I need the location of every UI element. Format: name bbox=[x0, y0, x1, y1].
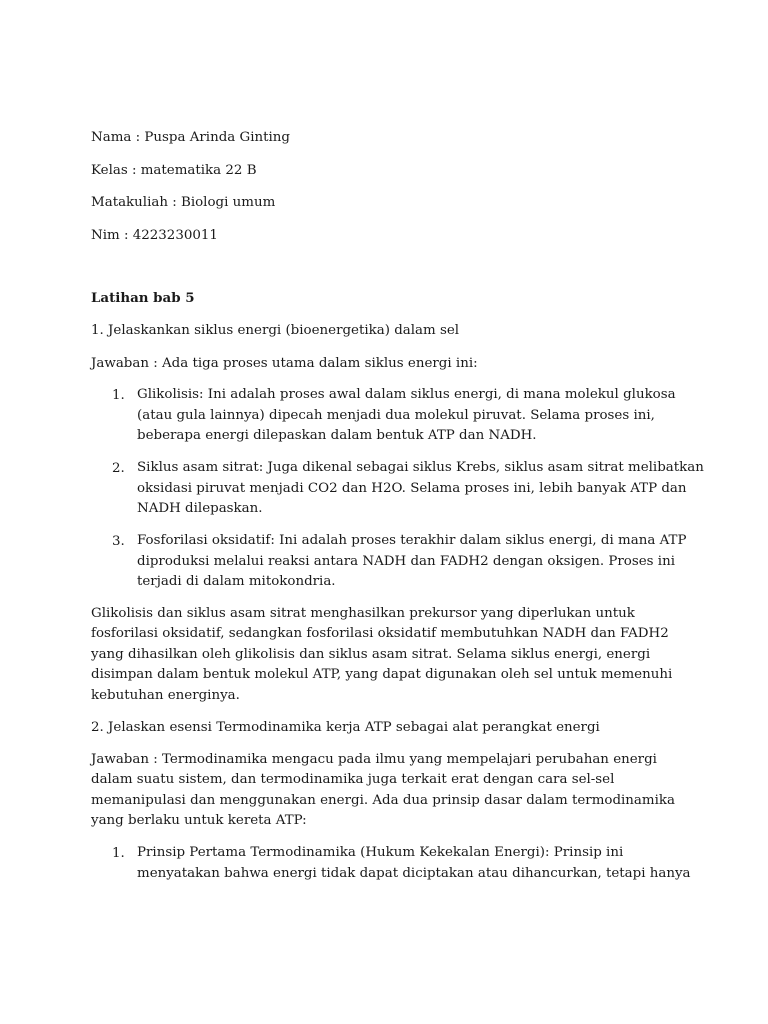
list-item bbox=[137, 458, 704, 520]
course-line: Matakuliah : Biologi umum bbox=[91, 195, 276, 210]
paragraph-line: dalam suatu sistem, dan termodinamika juga terkait erat dengan cara sel-sel bbox=[91, 772, 615, 788]
list-item-line: oksidasi piruvat menjadi CO2 dan H2O. Selama proses ini, lebih banyak ATP dan bbox=[137, 480, 687, 496]
class-line: Kelas : matematika 22 B bbox=[91, 163, 257, 178]
list-item-line: Prinsip Pertama Termodinamika (Hukum Kekekalan Energi): Prinsip ini bbox=[137, 845, 624, 860]
list-item-number: 1. bbox=[112, 388, 125, 403]
paragraph-line: yang dihasilkan oleh glikolisis dan siklus asam sitrat. Selama siklus energi, energi bbox=[91, 646, 651, 662]
list-item-line: Glikolisis: Ini adalah proses awal dalam siklus energi, di mana molekul glukosa bbox=[137, 387, 676, 402]
list-item-line: NADH dilepaskan. bbox=[137, 501, 263, 517]
question-1: 1. Jelaskankan siklus energi (bioenergetika) dalam sel bbox=[91, 323, 460, 338]
list-item-line: menyatakan bahwa energi tidak dapat diciptakan atau dihancurkan, tetapi hanya bbox=[137, 865, 691, 881]
summary-paragraph bbox=[91, 604, 691, 706]
list-item-line: beberapa energi dilepaskan dalam bentuk ATP dan NADH. bbox=[137, 428, 537, 444]
list-item bbox=[137, 843, 697, 884]
paragraph-line: kebutuhan energinya. bbox=[91, 687, 240, 703]
list-item-line: terjadi di dalam mitokondria. bbox=[137, 574, 336, 590]
name-line: Nama : Puspa Arinda Ginting bbox=[91, 130, 290, 145]
list-item bbox=[137, 531, 697, 593]
list-item-number: 3. bbox=[112, 534, 125, 549]
paragraph-line: Jawaban : Termodinamika mengacu pada ilmu yang mempelajari perubahan energi bbox=[91, 752, 657, 767]
paragraph-line: disimpan dalam bentuk molekul ATP, yang dapat digunakan oleh sel untuk memenuhi bbox=[91, 667, 673, 683]
list-item-number: 2. bbox=[112, 461, 125, 476]
paragraph-line: fosforilasi oksidatif, sedangkan fosforilasi oksidatif membutuhkan NADH dan FADH2 bbox=[91, 626, 669, 642]
section-title: Latihan bab 5 bbox=[91, 290, 195, 306]
list-item-line: diproduksi melalui reaksi antara NADH dan FADH2 dengan oksigen. Proses ini bbox=[137, 553, 675, 569]
answer-1-intro: Jawaban : Ada tiga proses utama dalam siklus energi ini: bbox=[91, 356, 478, 371]
paragraph-line: Glikolisis dan siklus asam sitrat menghasilkan prekursor yang diperlukan untuk bbox=[91, 606, 635, 621]
list-item-line: Fosforilasi oksidatif: Ini adalah proses terakhir dalam siklus energi, di mana ATP bbox=[137, 533, 687, 548]
paragraph-line: yang berlaku untuk kereta ATP: bbox=[91, 813, 307, 829]
list-item bbox=[137, 385, 697, 447]
list-item-line: Siklus asam sitrat: Juga dikenal sebagai siklus Krebs, siklus asam sitrat melibatkan bbox=[137, 460, 704, 475]
list-item-number: 1. bbox=[112, 846, 125, 861]
answer-2-paragraph bbox=[91, 750, 691, 832]
list-item-line: (atau gula lainnya) dipecah menjadi dua molekul piruvat. Selama proses ini, bbox=[137, 407, 655, 423]
question-2: 2. Jelaskan esensi Termodinamika kerja ATP sebagai alat perangkat energi bbox=[91, 720, 600, 735]
paragraph-line: memanipulasi dan menggunakan energi. Ada dua prinsip dasar dalam termodinamika bbox=[91, 792, 675, 808]
student-id-line: Nim : 4223230011 bbox=[91, 228, 218, 243]
